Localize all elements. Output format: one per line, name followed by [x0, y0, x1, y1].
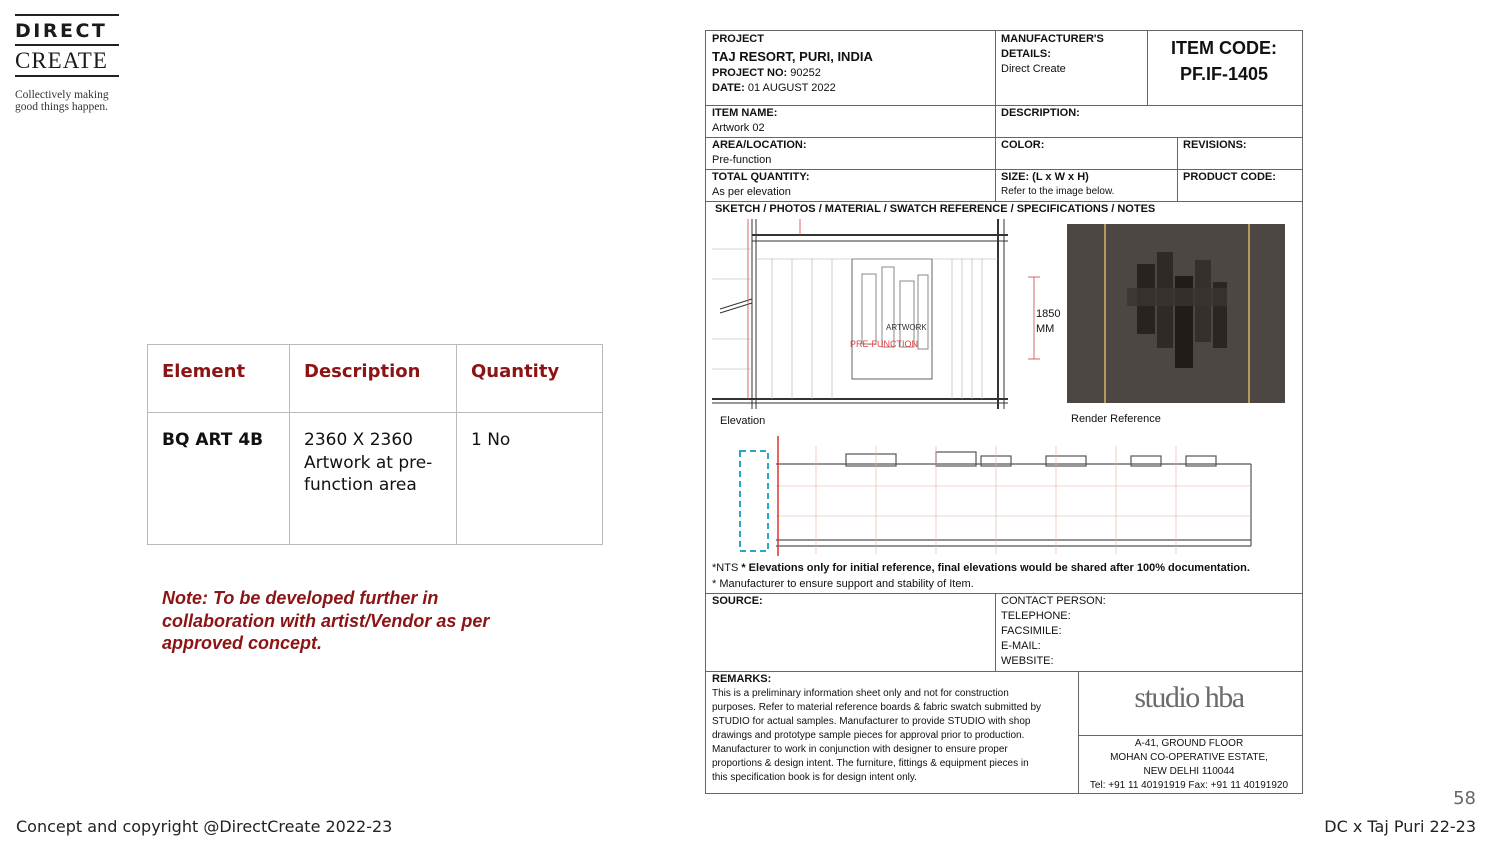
studio-hba-logo: studio hba — [1134, 681, 1244, 714]
nts-note — [712, 561, 1298, 576]
project-no: 90252 — [790, 67, 821, 79]
color-label: COLOR: — [1001, 139, 1045, 151]
cell-description: 2360 X 2360 Artwork at pre-function area — [290, 413, 457, 545]
header-element: Element — [148, 345, 290, 413]
address-line: Tel: +91 11 40191919 Fax: +91 11 40191920 — [1089, 780, 1289, 791]
elevation-caption: Elevation — [720, 415, 766, 427]
render-reference-image — [1067, 224, 1285, 403]
sketch-heading: SKETCH / PHOTOS / MATERIAL / SWATCH REFERENCE / SPECIFICATIONS / NOTES — [715, 203, 1156, 215]
remarks-line: This is a preliminary information sheet only and not for construction — [712, 688, 1009, 699]
direct-create-logo — [15, 14, 119, 113]
item-code-label: ITEM CODE: — [1171, 38, 1277, 58]
address-line: A-41, GROUND FLOOR — [1134, 738, 1244, 749]
project-no-line — [712, 66, 992, 81]
description-label: DESCRIPTION: — [1001, 107, 1080, 119]
logo-line-2: CREATE — [15, 48, 108, 73]
size-block — [1001, 170, 1114, 199]
manufacturer-block — [1001, 32, 1141, 77]
table-row — [148, 413, 603, 545]
logo-rule-bottom — [15, 75, 119, 77]
project-label: PROJECT — [712, 33, 764, 45]
total-qty-label: TOTAL QUANTITY: — [712, 171, 810, 183]
telephone-label: TELEPHONE: — [1001, 610, 1071, 622]
sheet-line — [1177, 137, 1178, 201]
remarks-line: purposes. Refer to material reference boards & fabric swatch submitted by — [712, 702, 1042, 713]
address-line: NEW DELHI 110044 — [1143, 766, 1235, 777]
footer-copyright: Concept and copyright @DirectCreate 2022-23 — [16, 817, 393, 836]
page-number: 58 — [1453, 788, 1476, 809]
project-no-label: PROJECT NO: — [712, 67, 788, 79]
remarks-label: REMARKS: — [712, 673, 772, 685]
remarks-line: Manufacturer to work in conjunction with designer to ensure proper — [712, 744, 1008, 755]
nts-note-text: * Elevations only for initial reference, final elevations would be shared after 100% documentation. — [741, 562, 1250, 574]
facsimile-label: FACSIMILE: — [1001, 625, 1062, 637]
manufacturer-note: * Manufacturer to ensure support and stability of Item. — [712, 578, 974, 590]
date-line — [712, 81, 992, 96]
logo-line-1: DIRECT — [15, 20, 108, 42]
development-note: Note: To be developed further in collaboration with artist/Vendor as per approved concept. — [162, 588, 490, 653]
dimension-unit: MM — [1036, 323, 1055, 335]
size-label: SIZE: (L x W x H) — [1001, 171, 1089, 183]
header-quantity: Quantity — [457, 345, 603, 413]
total-qty-value: As per elevation — [712, 186, 791, 198]
element-table — [147, 344, 603, 545]
contact-person-label: CONTACT PERSON: — [1001, 595, 1106, 607]
item-code-value: PF.IF-1405 — [1179, 64, 1269, 84]
spec-sheet — [705, 30, 1303, 794]
remarks-line: this specification book is for design intent only. — [712, 772, 917, 783]
sheet-line — [995, 593, 996, 671]
header-description: Description — [290, 345, 457, 413]
item-name-block — [712, 106, 777, 136]
drawing-label-prefunction: PRE-FUNCTION — [850, 339, 918, 349]
nts-prefix: *NTS — [712, 562, 742, 574]
contact-block — [1001, 594, 1106, 669]
logo-tagline-1: Collectively making — [15, 88, 109, 101]
item-code-block — [1149, 35, 1299, 87]
table-header-row — [148, 345, 603, 413]
drawing-label-artwork: ARTWORK — [886, 323, 927, 332]
item-name-value: Artwork 02 — [712, 122, 765, 134]
date-value: 01 AUGUST 2022 — [747, 82, 836, 94]
studio-address — [1078, 737, 1300, 793]
remarks-line: drawings and prototype sample pieces for approval prior to production. — [712, 730, 1025, 741]
dimension-label — [1036, 307, 1060, 337]
footer-project-tag: DC x Taj Puri 22-23 — [1324, 817, 1476, 836]
plan-drawing — [736, 436, 1256, 558]
logo-tagline — [15, 89, 119, 113]
manufacturer-value: Direct Create — [1001, 63, 1066, 75]
cell-element: BQ ART 4B — [148, 413, 290, 545]
remarks-line: proportions & design intent. The furniture, fittings & equipment pieces in — [712, 758, 1029, 769]
address-line: MOHAN CO-OPERATIVE ESTATE, — [1110, 752, 1268, 763]
email-label: E-MAIL: — [1001, 640, 1041, 652]
product-code-label: PRODUCT CODE: — [1183, 171, 1276, 183]
source-label: SOURCE: — [712, 595, 763, 607]
remarks-block — [712, 672, 1076, 785]
project-name: TAJ RESORT, PURI, INDIA — [712, 49, 873, 64]
remarks-line: STUDIO for actual samples. Manufacturer to provide STUDIO with shop — [712, 716, 1031, 727]
total-qty-block — [712, 170, 810, 200]
sheet-line — [1078, 735, 1302, 736]
date-label: DATE: — [712, 82, 745, 94]
area-value: Pre-function — [712, 154, 772, 166]
manufacturer-label: MANUFACTURER'S DETAILS: — [1001, 33, 1104, 60]
area-block — [712, 138, 807, 168]
website-label: WEBSITE: — [1001, 655, 1054, 667]
size-value: Refer to the image below. — [1001, 186, 1115, 197]
render-caption: Render Reference — [1071, 413, 1161, 425]
area-label: AREA/LOCATION: — [712, 139, 807, 151]
revisions-label: REVISIONS: — [1183, 139, 1247, 151]
elevation-drawing — [712, 219, 1042, 411]
cell-quantity: 1 No — [457, 413, 603, 545]
item-name-label: ITEM NAME: — [712, 107, 778, 119]
logo-tagline-2: good things happen. — [15, 100, 108, 113]
project-block — [712, 32, 992, 96]
dimension-value: 1850 — [1036, 308, 1061, 320]
sheet-line — [995, 31, 996, 201]
sheet-line — [1147, 31, 1148, 105]
